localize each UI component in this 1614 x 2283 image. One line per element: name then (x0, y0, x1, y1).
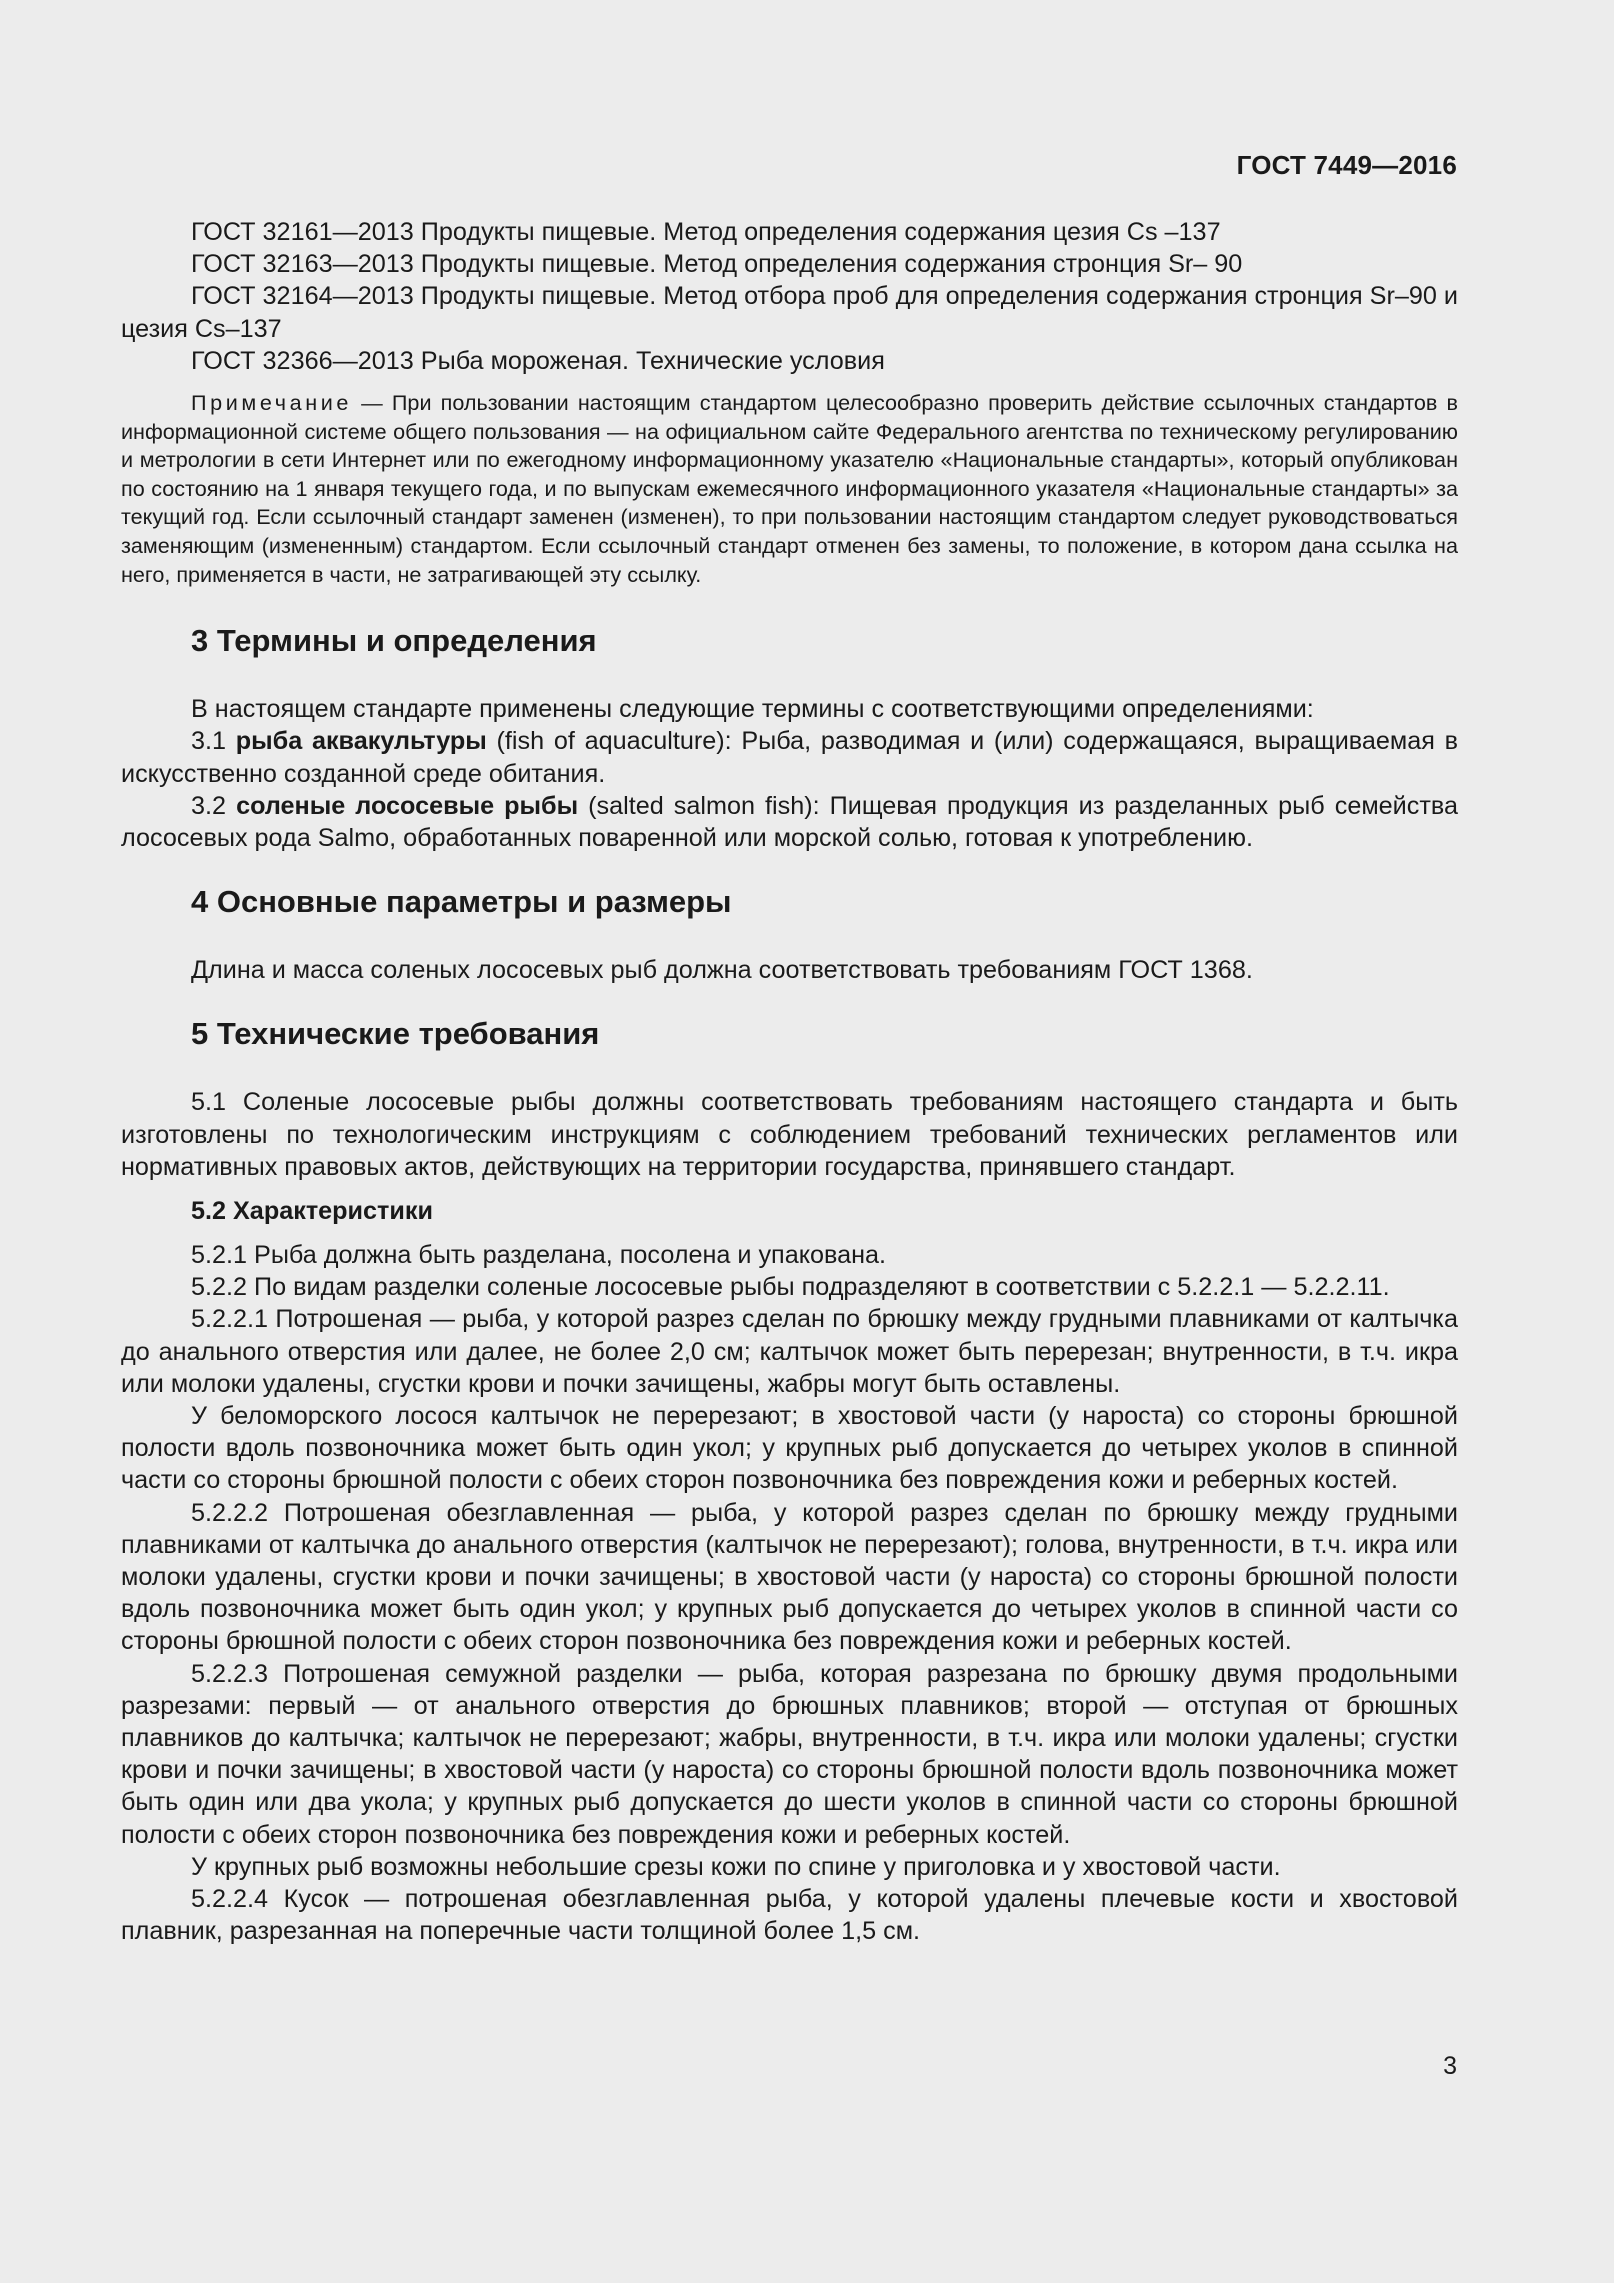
paragraph: 5.2.1 Рыба должна быть разделана, посолена и упакована. (191, 1241, 887, 1269)
paragraph-5-1: 5.1 Соленые лососевые рыбы должны соответствовать требованиям настоящего стандарта и быть изготовлены по технологическим инструкциям с соблюдением требований технических регламентов или нормативных правовых актов, действующих на территории государства, принявшего стандарт. (121, 1088, 1458, 1181)
section-3-heading: 3 Термины и определения (191, 623, 597, 659)
note-paragraph (121, 389, 1458, 589)
note-label: Примечание (191, 390, 352, 416)
term-name: соленые лососевые рыбы (236, 791, 579, 820)
reference-item: ГОСТ 32164—2013 Продукты пищевые. Метод отбора проб для определения содержания стронция Sr–90 и цезия Cs–137 (121, 282, 1458, 343)
paragraph: 5.2.2.4 Кусок — потрошеная обезглавленная рыба, у которой удалены плечевые кости и хвостовой плавник, разрезанная на поперечные части толщиной более 1,5 см. (121, 1885, 1458, 1946)
reference-item: ГОСТ 32161—2013 Продукты пищевые. Метод определения содержания цезия Cs –137 (191, 218, 1221, 246)
section-4-text: Длина и масса соленых лососевых рыб должна соответствовать требованиям ГОСТ 1368. (191, 956, 1253, 985)
paragraph: У беломорского лосося калтычок не перерезают; в хвостовой части (у нароста) со стороны брюшной полости вдоль позвоночника может быть один укол; у крупных рыб допускается до четырех уколов в спинной части со стороны брюшной полости с обеих сторон позвоночника без повреждения кожи и реберных костей. (121, 1402, 1458, 1495)
paragraph: 5.2.2.2 Потрошеная обезглавленная — рыба, у которой разрез сделан по брюшку между грудными плавниками от калтычка до анального отверстия (калтычок не перерезают); голова, внутренности, в т.ч. икра или молоки удалены, сгустки крови и почки зачищены; в хвостовой части (у нароста) со стороны брюшной полости вдоль позвоночника может быть один укол; у крупных рыб допускается до четырех уколов в спинной части со стороны брюшной полости с обеих сторон позвоночника без повреждения кожи и реберных костей. (121, 1498, 1458, 1656)
note-block (121, 389, 1458, 589)
term-number: 3.1 (191, 727, 236, 756)
term-number: 3.2 (191, 791, 237, 820)
reference-item: ГОСТ 32366—2013 Рыба мороженая. Технические условия (191, 346, 885, 375)
reference-item: ГОСТ 32163—2013 Продукты пищевые. Метод определения содержания стронция Sr– 90 (191, 250, 1243, 279)
term-name: рыба аквакультуры (235, 727, 487, 756)
term-3-1 (121, 725, 1458, 789)
term-definition: (salted salmon fish): Пищевая продукция из разделанных рыб семейства лососевых рода Salmo, обработанных поваренной или морской солью, готовая к употреблению. (121, 791, 1458, 852)
paragraph: 5.2.2.1 Потрошеная — рыба, у которой разрез сделан по брюшку между грудными плавниками от калтычка до анального отверстия или далее, не более 2,0 см; калтычок может быть перерезан; внутренности, в т.ч. икра или молоки удалены, сгустки крови и почки зачищены, жабры могут быть оставлены. (121, 1305, 1458, 1398)
section-5-heading: 5 Технические требования (191, 1016, 600, 1052)
subsection-5-2-body (121, 1239, 1458, 1947)
paragraph: 5.2.2.3 Потрошеная семужной разделки — рыба, которая разрезана по брюшку двумя продольными разрезами: первый — от анального отверстия до брюшных плавников; второй — отступая от брюшных плавников до калтычка; калтычок не перерезают; жабры, внутренности, в т.ч. икра или молоки удалены; сгустки крови и почки зачищены; в хвостовой части (у нароста) со стороны брюшной полости вдоль позвоночника может быть один или два укола; у крупных рыб допускается до шести уколов в спинной части со стороны брюшной полости с обеих сторон позвоночника без повреждения кожи и реберных костей. (121, 1659, 1458, 1849)
subsection-5-2-heading: 5.2 Характеристики (191, 1197, 433, 1225)
paragraph: 5.2.2 По видам разделки соленые лососевые рыбы подразделяют в соответствии с 5.2.2.1 — 5.2.2.11. (191, 1273, 1390, 1302)
document-content (121, 216, 1458, 1947)
section-4-heading: 4 Основные параметры и размеры (191, 884, 732, 920)
page-number: 3 (1443, 2052, 1457, 2080)
section-3-intro: В настоящем стандарте применены следующие термины с соответствующими определениями: (191, 695, 1314, 724)
term-3-2 (121, 790, 1458, 854)
paragraph: У крупных рыб возможны небольшие срезы кожи по спине у приголовка и у хвостовой части. (191, 1852, 1281, 1881)
document-code: ГОСТ 7449—2016 (1236, 150, 1457, 180)
term-definition: (fish of aquaculture): Рыба, разводимая и (или) содержащаяся, выращиваемая в искусственно созданной среде обитания. (121, 727, 1458, 788)
note-text: — При пользовании настоящим стандартом целесообразно проверить действие ссылочных стандартов в информационной системе общего пользования — на официальном сайте Федерального агентства по техническому регулированию и метрологии в сети Интернет или по ежегодному информационному указателю «Национальные стандарты», который опубликован по состоянию на 1 января текущего года, и по выпускам ежемесячного информационного указателя «Национальные стандарты» за текущий год. Если ссылочный стандарт заменен (изменен), то при пользовании настоящим стандартом следует руководствоваться заменяющим (измененным) стандартом. Если ссылочный стандарт отменен без замены, то положение, в котором дана ссылка на него, применяется в части, не затрагивающей эту ссылку. (121, 390, 1458, 587)
normative-references-list (121, 216, 1458, 377)
